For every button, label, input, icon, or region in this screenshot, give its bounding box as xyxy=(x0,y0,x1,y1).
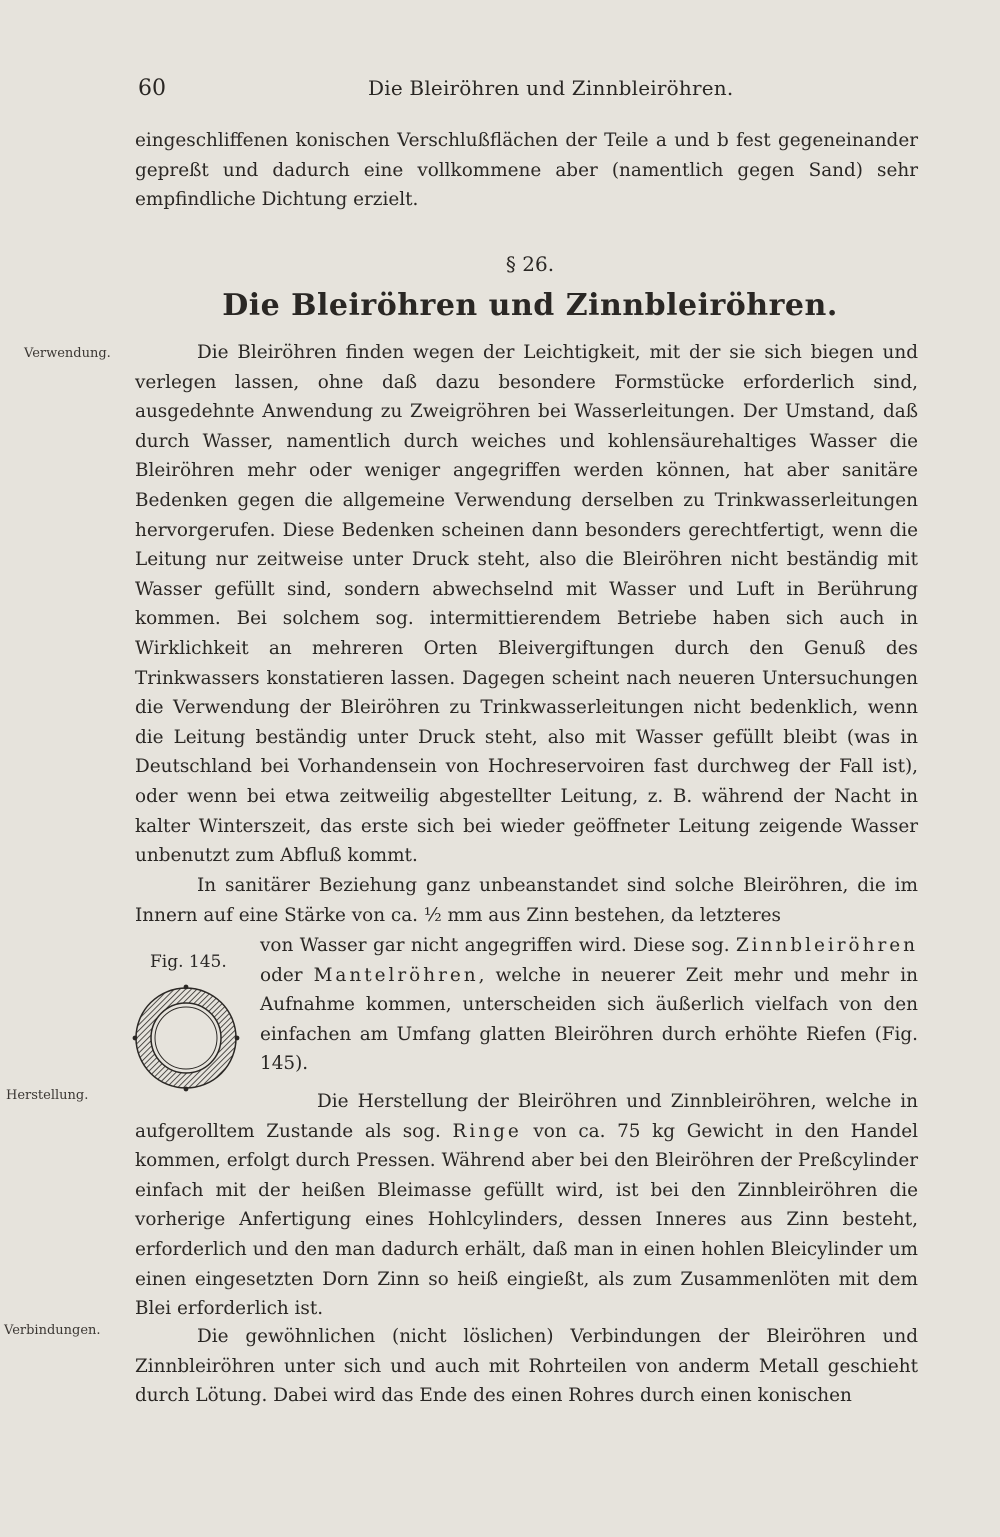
section-title: Die Bleiröhren und Zinnbleiröhren. xyxy=(222,288,838,323)
herstellung-text-after: von ca. 75 kg Gewicht in den Handel kommen, erfolgt durch Pressen. Während aber bei den Bleiröhren der Preßcylinder einfach mit der heißen Bleimasse gefüllt wird, ist bei den Zinnbleiröhren die vorherige Anfertigung eines Hohlcylinders, dessen Inneres aus Zinn besteht, erforderlich und den man dadurch erhält, daß man in einen hohlen Bleicylinder um einen eingesetzten Dorn Zinn so heiß eingießt, als zum Zusammenlöten mit dem Blei erforderlich ist. xyxy=(135,1120,918,1320)
paragraph-verwendung: Die Bleiröhren finden wegen der Leichtigkeit, mit der sie sich biegen und verlegen lassen, ohne daß dazu besondere Formstücke erforderlich sind, ausgedehnte Anwendung zu Zweigröhren bei Wasserleitungen. Der Umstand, daß durch Wasser, namentlich durch weiches und kohlensäurehaltiges Wasser die Bleiröhren mehr oder weniger angegriffen werden können, hat aber sanitäre Bedenken gegen die allgemeine Verwendung derselben zu Trinkwasserleitungen hervorgerufen. Diese Bedenken scheinen dann besonders gerechtfertigt, wenn die Leitung nur zeitweise unter Druck steht, also die Bleiröhren nicht beständig mit Wasser gefüllt sind, sondern abwechselnd mit Wasser und Luft in Berührung kommen. Bei solchem sog. intermittierendem Betriebe haben sich auch in Wirklichkeit an mehreren Orten Bleivergiftungen durch den Genuß des Trinkwassers konstatieren lassen. Dagegen scheint nach neueren Untersuchungen die Verwendung der Bleiröhren zu Trinkwasserleitungen nicht bedenklich, wenn die Leitung beständig unter Druck steht, also mit Wasser gefüllt bleibt (was in Deutschland bei Vorhandensein von Hochreservoiren fast durchweg der Fall ist), oder wenn bei etwa zeitweilig abgestellter Leitung, z. B. während der Nacht in kalter Winterszeit, das erste sich bei wieder geöffneter Leitung zeigende Wasser unbenutzt zum Abfluß kommt. xyxy=(135,342,918,867)
verbindungen-block xyxy=(135,1322,918,1411)
page-header xyxy=(138,76,918,106)
intro-paragraph: eingeschliffenen konischen Verschlußflächen der Teile a und b fest gegeneinander gepreßt und dadurch eine vollkommene aber (namentlich gegen Sand) sehr empfindliche Dichtung erzielt. xyxy=(135,130,918,211)
zinn-wrap-block xyxy=(260,931,918,1079)
figure-145 xyxy=(130,952,250,1092)
term-ringe: Ringe xyxy=(452,1120,522,1142)
pipe-cross-section-figure xyxy=(130,982,242,1094)
section-number: § 26. xyxy=(505,252,555,276)
zinn-text-between: oder xyxy=(260,964,314,986)
zinn-block xyxy=(135,871,918,930)
margin-note-verwendung: Verwendung. xyxy=(24,346,111,361)
intro-block xyxy=(135,126,918,215)
term-zinnbleiroehren: Zinnbleiröhren xyxy=(736,935,918,956)
running-head: Die Bleiröhren und Zinnbleiröhren. xyxy=(368,76,734,100)
zinn-text-after: , welche in neuerer Zeit mehr und mehr in Aufnahme kommen, unterscheiden sich äußerlich vielfach von den einfachen am Umfang glatten Bleiröhren durch erhöhte Riefen (Fig. 145). xyxy=(260,964,918,1075)
paragraph-verbindungen: Die gewöhnlichen (nicht löslichen) Verbindungen der Bleiröhren und Zinnbleiröhren unter sich und auch mit Rohrteilen von anderm Metall geschieht durch Lötung. Dabei wird das Ende des einen Rohres durch einen konischen xyxy=(135,1326,918,1407)
margin-note-herstellung: Herstellung. xyxy=(6,1088,89,1103)
herstellung-block xyxy=(135,1087,918,1324)
paragraph-herstellung xyxy=(135,1087,918,1324)
paragraph-zinn-start: In sanitärer Beziehung ganz unbeanstandet sind solche Bleiröhren, die im Innern auf eine Stärke von ca. ½ mm aus Zinn bestehen, da letzteres xyxy=(135,875,918,926)
verwendung-block xyxy=(135,338,918,871)
herstellung-text-before: Die Herstellung der Bleiröhren und Zinnbleiröhren, welche in aufgerolltem Zustande als sog. xyxy=(135,1091,918,1142)
zinn-text-before: von Wasser gar nicht angegriffen wird. Diese sog. xyxy=(260,935,736,956)
term-mantelroehren: Mantelröhren xyxy=(313,964,479,986)
page-number: 60 xyxy=(138,76,166,101)
paragraph-zinn-wrap xyxy=(260,931,918,1079)
figure-label: Fig. 145. xyxy=(150,952,227,972)
margin-note-verbindungen: Verbindungen. xyxy=(4,1323,101,1338)
